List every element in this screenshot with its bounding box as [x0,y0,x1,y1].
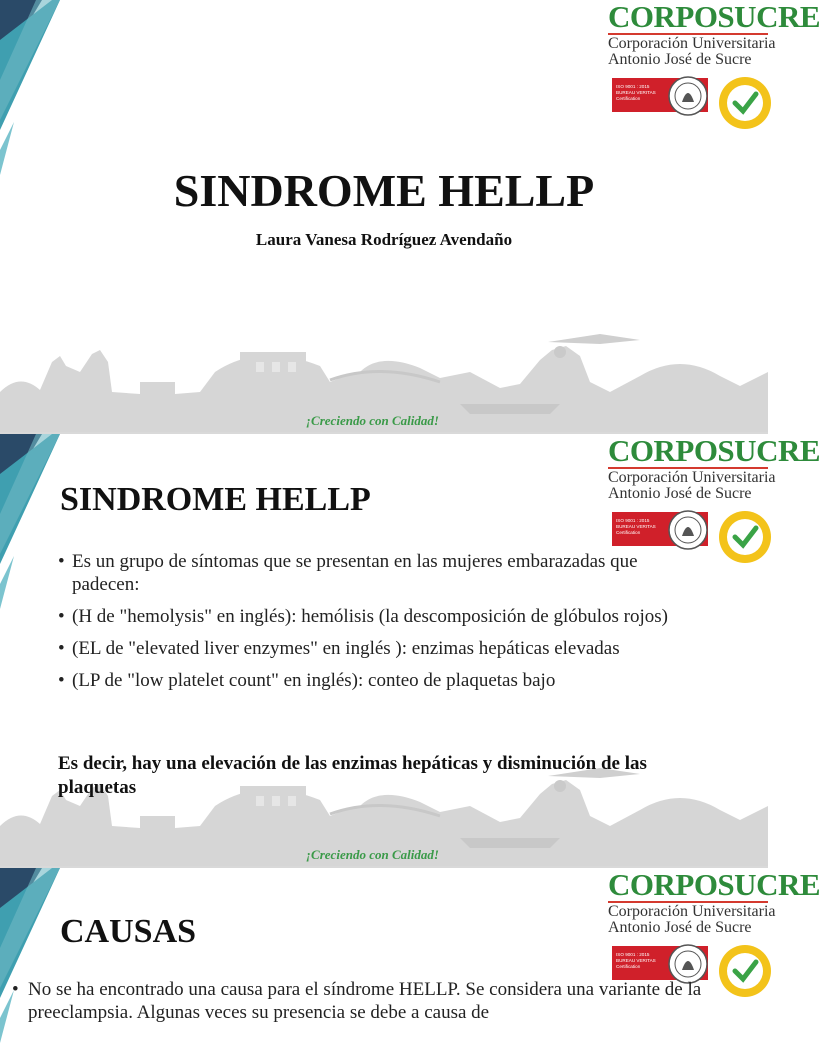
logo-wordmark: CORPOSUCRE [608,867,820,902]
university-logo [608,433,820,502]
iso-line-1: ISO 9001 : 2015 [616,952,650,957]
bullet-list [12,978,702,1024]
bureau-veritas-seal-icon [668,508,708,552]
slide-causes [0,867,820,1024]
author-name: Laura Vanesa Rodríguez Avendaño [255,230,513,249]
list-item: • No se ha encontrado una causa para el síndrome HELLP. Se considera una variante de la preeclampsia. Algunas veces su presencia se debe a causa de [12,978,702,1024]
iso-line-3: Certification [616,96,641,101]
slide-definition [0,433,820,866]
iso-line-3: Certification [616,530,641,535]
emphasis-statement: Es decir, hay una elevación de las enzimas hepáticas y disminución de las plaquetas [58,753,647,798]
corner-decoration [0,0,60,180]
logo-line-2: Antonio José de Sucre [608,485,752,502]
bureau-veritas-seal-icon [668,74,708,118]
certification-badges [612,78,772,140]
iso-line-1: ISO 9001 : 2015 [616,518,650,523]
logo-line-1: Corporación Universitaria [608,469,776,486]
corner-decoration [0,434,60,614]
iso-line-3: Certification [616,964,641,969]
slogan: ¡Creciendo con Calidad! [306,847,439,862]
certified-check-icon [716,74,774,132]
logo-line-2: Antonio José de Sucre [608,919,752,936]
slide-heading: CAUSAS [60,913,197,950]
list-item: • (EL de "elevated liver enzymes" en inglés ): enzimas hepáticas elevadas [58,637,708,660]
slide-title [0,0,820,432]
logo-line-1: Corporación Universitaria [608,903,776,920]
iso-line-2: BUREAU VERITAS [616,90,656,95]
certified-check-icon [716,942,774,1000]
list-item: • Es un grupo de síntomas que se presentan en las mujeres embarazadas que padecen: [58,550,708,596]
list-item: • (H de "hemolysis" en inglés): hemólisis (la descomposición de glóbulos rojos) [58,605,708,628]
slide-title-text: SINDROME HELLP [173,165,595,216]
list-item: • (LP de "low platelet count" en inglés): conteo de plaquetas bajo [58,669,708,692]
slogan: ¡Creciendo con Calidad! [306,413,439,428]
iso-line-2: BUREAU VERITAS [616,958,656,963]
logo-line-1: Corporación Universitaria [608,35,776,52]
bullet-list [58,550,708,701]
logo-wordmark: CORPOSUCRE [608,433,820,468]
iso-line-2: BUREAU VERITAS [616,524,656,529]
iso-line-1: ISO 9001 : 2015 [616,84,650,89]
logo-wordmark: CORPOSUCRE [608,0,820,34]
slide-heading: SINDROME HELLP [60,481,371,518]
certified-check-icon [716,508,774,566]
logo-line-2: Antonio José de Sucre [608,51,752,68]
university-logo [608,867,820,936]
university-logo [608,0,820,68]
